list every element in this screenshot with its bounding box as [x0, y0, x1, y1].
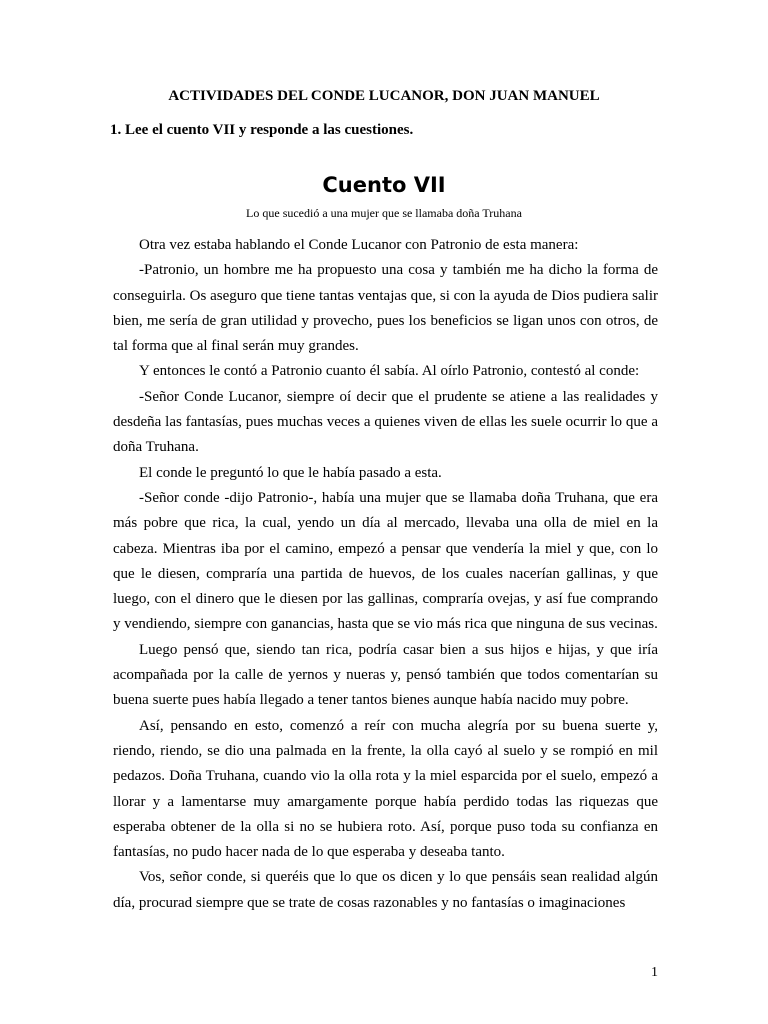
- activity-instruction: 1. Lee el cuento VII y responde a las cuestiones.: [110, 122, 414, 138]
- paragraph: Así, pensando en esto, comenzó a reír con mucha alegría por su buena suerte y, riendo, riendo, se dio una palmada en la frente, la olla cayó al suelo y se rompió en mil pedazos. Doña Truhana, cuando vio la olla rota y la miel esparcida por el suelo, empezó a llorar y a lamentarse muy amargamente porque había perdido todas las riquezas que esperaba obtener de la olla si no se hubiera roto. Así, porque puso toda su confianza en fantasías, no pudo hacer nada de lo que esperaba y deseaba tanto.: [113, 717, 658, 861]
- paragraph: El conde le preguntó lo que le había pasado a esta.: [139, 464, 442, 481]
- story-subtitle: Lo que sucedió a una mujer que se llamaba doña Truhana: [246, 206, 522, 220]
- story-title: Cuento VII: [322, 173, 446, 197]
- document-heading: ACTIVIDADES DEL CONDE LUCANOR, DON JUAN MANUEL: [168, 88, 600, 104]
- paragraph: Otra vez estaba hablando el Conde Lucanor con Patronio de esta manera:: [139, 237, 579, 253]
- story-body: [113, 233, 658, 916]
- paragraph: -Patronio, un hombre me ha propuesto una cosa y también me ha dicho la forma de conseguirla. Os aseguro que tiene tantas ventajas que, si con la ayuda de Dios pudiera salir bien, me sería de gran utilidad y provecho, pues los beneficios se ligan unos con otros, de tal forma que al final serán muy grandes.: [113, 262, 658, 355]
- paragraph: -Señor Conde Lucanor, siempre oí decir que el prudente se atiene a las realidades y desdeña las fantasías, pues muchas veces a quienes viven de ellas les suele ocurrir lo que a doña Truhana.: [113, 388, 658, 456]
- page-number: 1: [651, 965, 658, 980]
- paragraph: Y entonces le contó a Patronio cuanto él sabía. Al oírlo Patronio, contestó al conde:: [139, 363, 640, 380]
- paragraph: Vos, señor conde, si queréis que lo que os dicen y lo que pensáis sean realidad algún día, procurad siempre que se trate de cosas razonables y no fantasías o imaginaciones: [113, 869, 658, 911]
- paragraph: Luego pensó que, siendo tan rica, podría casar bien a sus hijos e hijas, y que iría acompañada por la calle de yernos y nueras y, pensó también que todos comentarían su buena suerte pues había llegado a tener tantos bienes aunque había nacido muy pobre.: [113, 641, 658, 709]
- paragraph: -Señor conde -dijo Patronio-, había una mujer que se llamaba doña Truhana, que era más pobre que rica, la cual, yendo un día al mercado, llevaba una olla de miel en la cabeza. Mientras iba por el camino, empezó a pensar que vendería la miel y que, con lo que le diesen, compraría una partida de huevos, de los cuales nacerían gallinas, y que luego, con el dinero que le diesen por las gallinas, compraría ovejas, y así fue comprando y vendiendo, siempre con ganancias, hasta que se vio más rica que ninguna de sus vecinas.: [113, 489, 658, 633]
